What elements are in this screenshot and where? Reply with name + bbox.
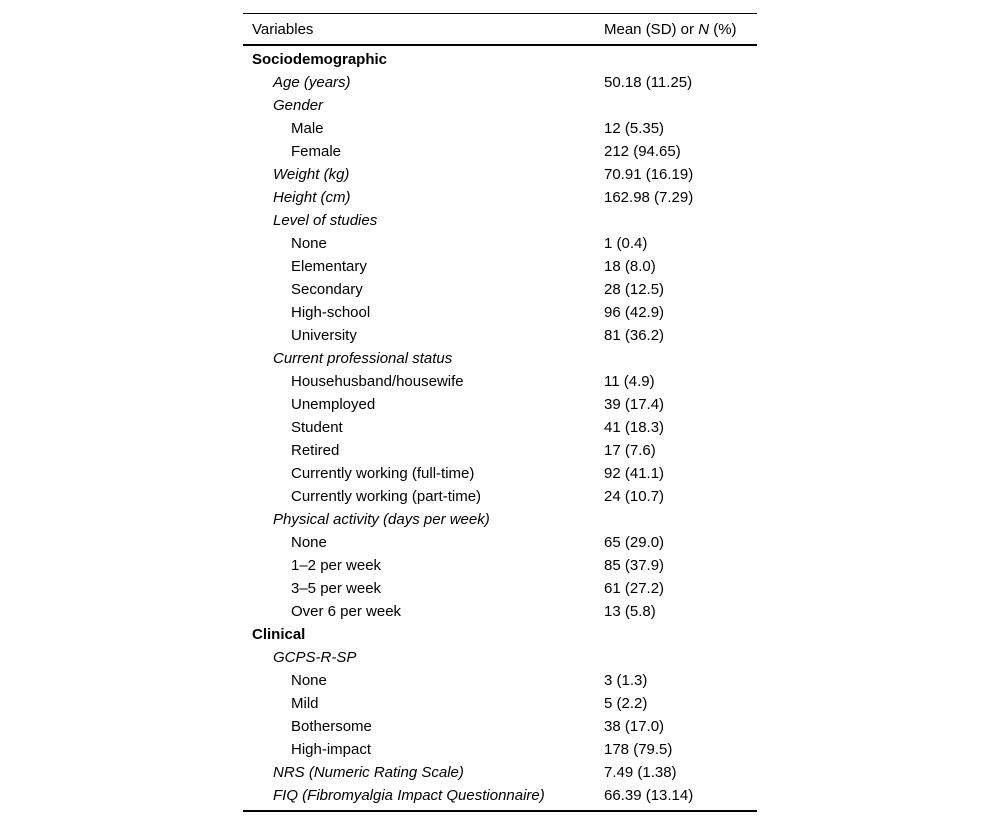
row-label: Unemployed [291,396,376,413]
row-value: 5 (2.2) [604,695,648,712]
row-label: 3–5 per week [291,580,382,597]
row-value: 70.91 (16.19) [604,166,694,183]
row-value [604,347,757,370]
table-row [243,531,757,554]
row-value: 17 (7.6) [604,442,656,459]
table-row [243,692,757,715]
table-row [243,761,757,784]
row-label: Level of studies [273,212,378,229]
column-header-variables: Variables [252,20,314,38]
row-value: 81 (36.2) [604,327,665,344]
row-label: Over 6 per week [291,603,402,620]
row-label: NRS (Numeric Rating Scale) [273,764,464,781]
table-row [243,301,757,324]
row-label: Bothersome [291,718,372,735]
row-value: 38 (17.0) [604,718,665,735]
row-value [604,48,757,71]
row-value: 39 (17.4) [604,396,665,413]
row-value: 18 (8.0) [604,258,656,275]
row-label: Physical activity (days per week) [273,511,490,528]
column-header-value [604,21,757,38]
row-value: 28 (12.5) [604,281,665,298]
row-value [604,209,757,232]
table-row [243,71,757,94]
table-body [243,46,757,810]
row-value: 85 (37.9) [604,557,665,574]
table-row [243,324,757,347]
row-label: None [291,672,327,689]
row-label: Height (cm) [273,189,351,206]
row-label: Male [291,120,324,137]
row-label: Currently working (part-time) [291,488,482,505]
row-label: Currently working (full-time) [291,465,475,482]
row-value: 212 (94.65) [604,143,681,160]
row-label: GCPS-R-SP [273,649,357,666]
table-row [243,439,757,462]
row-label: Sociodemographic [252,51,388,68]
row-label: Retired [291,442,340,459]
row-value [604,94,757,117]
row-label: Gender [273,97,324,114]
row-value: 65 (29.0) [604,534,665,551]
table-row [243,600,757,623]
table-row [243,163,757,186]
table-row [243,232,757,255]
statistics-table [243,13,757,812]
table-row [243,255,757,278]
row-value: 66.39 (13.14) [604,787,694,804]
row-value: 96 (42.9) [604,304,665,321]
table-row [243,508,757,531]
row-label: High-school [291,304,371,321]
row-value: 1 (0.4) [604,235,648,252]
row-label: Student [291,419,343,436]
table-row [243,715,757,738]
row-label: Clinical [252,626,306,643]
row-value: 50.18 (11.25) [604,74,693,91]
row-value: 13 (5.8) [604,603,656,620]
row-label: Weight (kg) [273,166,350,183]
table-row [243,393,757,416]
row-value [604,623,757,646]
row-value: 41 (18.3) [604,419,665,436]
value-header-percent-text: (%) [709,20,737,38]
table-header-row [243,14,757,46]
value-header-n-symbol: N [698,20,710,38]
row-label: Househusband/housewife [291,373,464,390]
table-row [243,462,757,485]
row-value [604,646,757,669]
row-value [604,508,757,531]
table-row [243,347,757,370]
table-row [243,140,757,163]
row-label: Mild [291,695,319,712]
table-row [243,669,757,692]
table-row [243,278,757,301]
row-label: University [291,327,357,344]
row-label: None [291,534,327,551]
row-value: 162.98 (7.29) [604,189,694,206]
row-label: Elementary [291,258,367,275]
row-label: FIQ (Fibromyalgia Impact Questionnaire) [273,787,545,804]
row-label: 1–2 per week [291,557,382,574]
row-value: 24 (10.7) [604,488,665,505]
row-label: Female [291,143,342,160]
table-row [243,738,757,761]
table-row [243,623,757,646]
row-value: 12 (5.35) [604,120,665,137]
row-value: 178 (79.5) [604,741,673,758]
table-row [243,186,757,209]
table-row [243,646,757,669]
row-value: 11 (4.9) [604,373,655,390]
value-header-text: Mean (SD) or [604,20,699,38]
table-row [243,209,757,232]
table-row [243,554,757,577]
table-row [243,577,757,600]
table-row [243,117,757,140]
table-row [243,94,757,117]
row-value: 92 (41.1) [604,465,665,482]
table-row [243,784,757,807]
table-row [243,370,757,393]
row-label: Age (years) [273,74,351,91]
table-row [243,48,757,71]
table-row [243,416,757,439]
row-label: Secondary [291,281,363,298]
row-value: 7.49 (1.38) [604,764,677,781]
table-row [243,485,757,508]
row-value: 3 (1.3) [604,672,648,689]
row-label: None [291,235,327,252]
row-label: High-impact [291,741,372,758]
row-value: 61 (27.2) [604,580,665,597]
row-label: Current professional status [273,350,453,367]
